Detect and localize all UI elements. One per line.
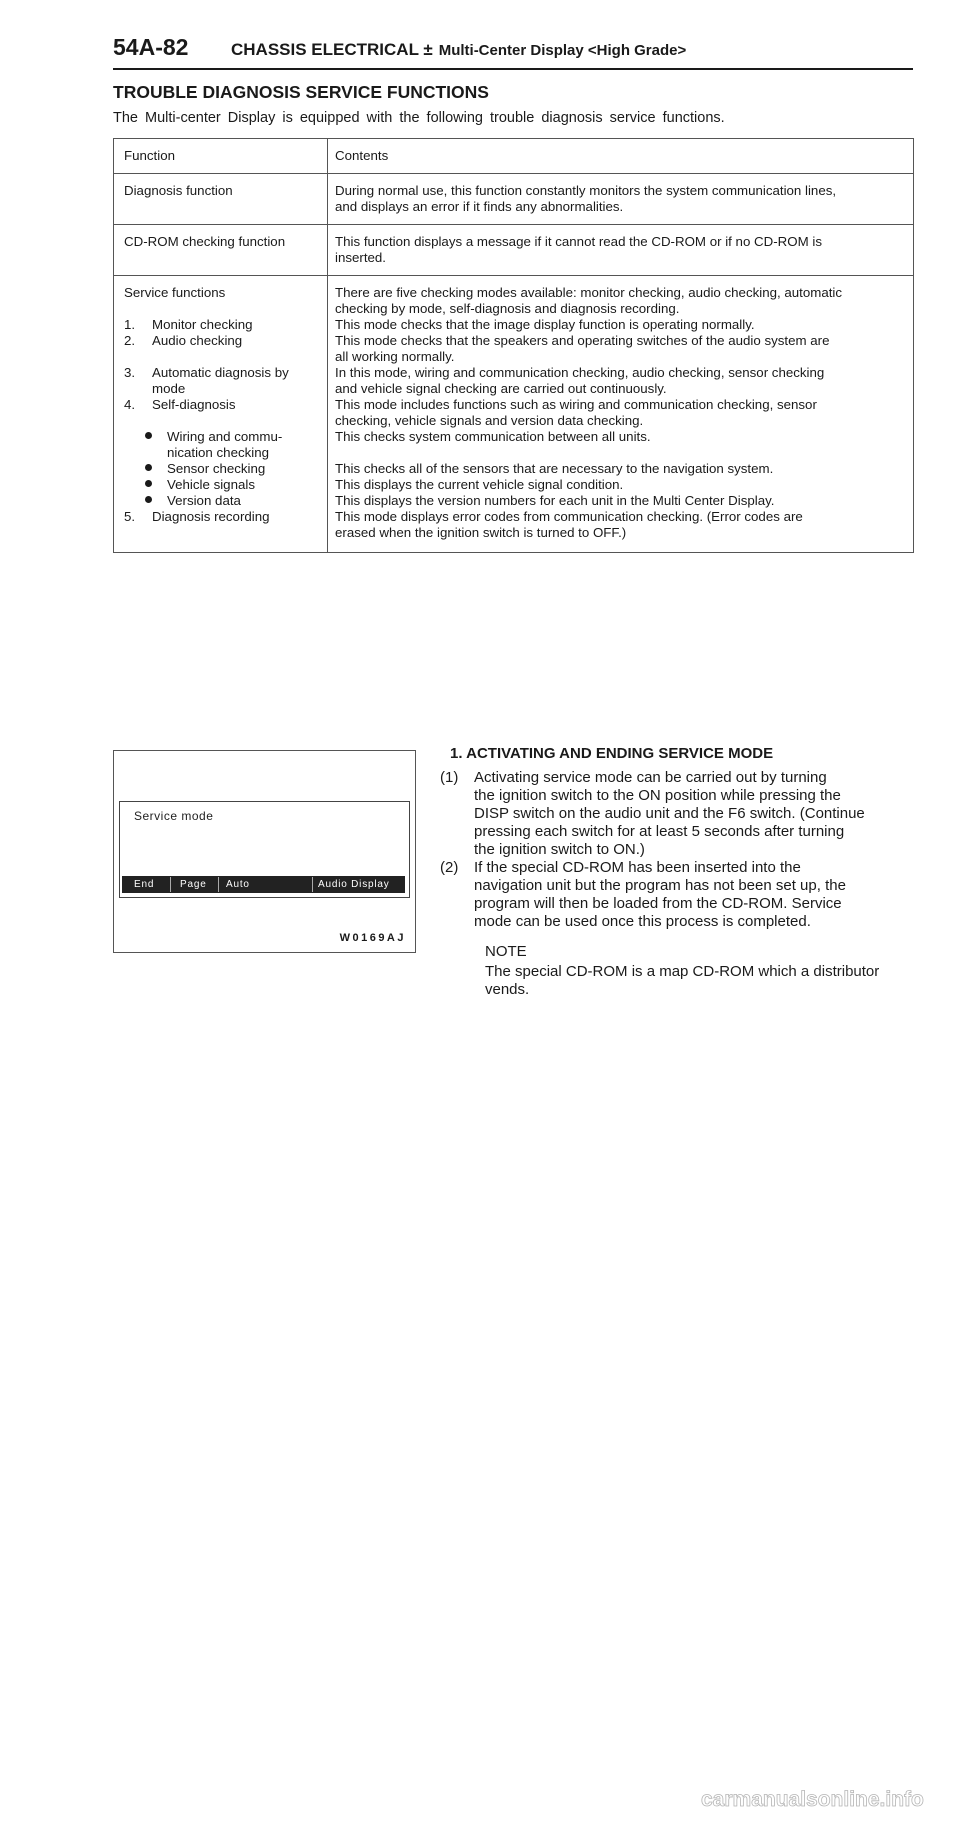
contents-line: erased when the ignition switch is turned to OFF.): [335, 525, 627, 540]
table-cell-contents: [328, 276, 914, 553]
screen-button-bar: [122, 876, 405, 893]
button-separator: [170, 877, 171, 892]
contents-line: all working normally.: [335, 349, 455, 364]
note-label: NOTE: [485, 943, 527, 960]
contents-line: and displays an error if it finds any abnormalities.: [335, 199, 624, 214]
button-separator: [218, 877, 219, 892]
page-header: [113, 34, 913, 70]
contents-line: This checks system communication between all units.: [335, 429, 651, 444]
chapter-title: [231, 40, 686, 60]
table-header-row: [114, 139, 914, 174]
table-cell-function: Diagnosis function: [114, 174, 328, 225]
list-item: 1. Monitor checking: [124, 317, 253, 332]
contents-line: This displays the current vehicle signal condition.: [335, 477, 624, 492]
table-cell-contents: [328, 225, 914, 276]
button-separator: [312, 877, 313, 892]
contents-line: This mode checks that the image display function is operating normally.: [335, 317, 755, 332]
bullet-item: Version data: [145, 493, 241, 509]
step-number: (1): [440, 769, 459, 786]
bullet-dot-icon: [145, 464, 152, 471]
chapter-name: CHASSIS ELECTRICAL ±: [231, 40, 433, 59]
bullet-dot-icon: [145, 480, 152, 487]
list-item: 3. Automatic diagnosis by: [124, 365, 289, 380]
bullet-dot-icon: [145, 496, 152, 503]
contents-line: checking, vehicle signals and version data checking.: [335, 413, 644, 428]
end-button[interactable]: End: [134, 879, 155, 890]
contents-line: This displays the version numbers for each unit in the Multi Center Display.: [335, 493, 775, 508]
table-header-contents: Contents: [328, 139, 914, 174]
table-row: [114, 276, 914, 553]
contents-line: inserted.: [335, 250, 386, 265]
contents-line: In this mode, wiring and communication checking, audio checking, sensor checking: [335, 365, 825, 380]
list-item: 2. Audio checking: [124, 333, 243, 348]
contents-line: This checks all of the sensors that are necessary to the navigation system.: [335, 461, 774, 476]
step-number: (2): [440, 859, 459, 876]
site-watermark: [697, 1784, 957, 1814]
table-header-function: Function: [114, 139, 328, 174]
bullet-item: Sensor checking: [145, 461, 265, 477]
page-code: 54A-82: [113, 34, 189, 60]
procedure-step: (1) Activating service mode can be carried out by turning the ignition switch to the ON position while pressing the DISP switch on the audio unit and the F6 switch. (Continue pressing each switch for at least 5 seconds after turning the ignition switch to ON.): [440, 769, 865, 858]
table-cell-function: CD-ROM checking function: [114, 225, 328, 276]
service-functions-title: Service functions: [124, 285, 226, 300]
service-mode-figure: [113, 750, 416, 953]
contents-line: This mode checks that the speakers and operating switches of the audio system are: [335, 333, 830, 348]
list-item: 5. Diagnosis recording: [124, 509, 270, 524]
contents-line: There are five checking modes available: monitor checking, audio checking, automatic: [335, 285, 843, 300]
section-title: TROUBLE DIAGNOSIS SERVICE FUNCTIONS: [113, 82, 489, 102]
audio-display-button[interactable]: Audio Display: [318, 879, 390, 890]
table-row: [114, 225, 914, 276]
table-cell-contents: [328, 174, 914, 225]
table-row: [114, 174, 914, 225]
contents-line: This function displays a message if it cannot read the CD-ROM or if no CD-ROM is: [335, 234, 822, 249]
contents-line: During normal use, this function constantly monitors the system communication lines,: [335, 183, 837, 198]
bullet-item-continued: nication checking: [167, 445, 270, 460]
list-item: 4. Self-diagnosis: [124, 397, 236, 412]
bullet-item: Wiring and commu-: [145, 429, 282, 445]
watermark-text: carmanualsonline.info: [701, 1788, 924, 1811]
bullet-item: Vehicle signals: [145, 477, 255, 493]
table-cell-function: [114, 276, 328, 553]
contents-line: This mode displays error codes from communication checking. (Error codes are: [335, 509, 803, 524]
page-button[interactable]: Page: [180, 879, 207, 890]
screen-title: Service mode: [134, 809, 214, 823]
auto-button[interactable]: Auto: [226, 879, 250, 890]
service-functions-table: [113, 138, 914, 553]
contents-line: and vehicle signal checking are carried out continuously.: [335, 381, 667, 396]
list-item-continued: mode: [152, 381, 186, 396]
contents-line: This mode includes functions such as wiring and communication checking, sensor: [335, 397, 817, 412]
procedure-title: 1. ACTIVATING AND ENDING SERVICE MODE: [450, 745, 774, 762]
display-screen: [119, 801, 410, 898]
chapter-subtitle: Multi-Center Display <High Grade>: [438, 42, 687, 59]
contents-line: checking by mode, self-diagnosis and diagnosis recording.: [335, 301, 680, 316]
section-intro: The Multi-center Display is equipped with the following trouble diagnosis service functions.: [113, 110, 725, 126]
bullet-dot-icon: [145, 432, 152, 439]
note-text: The special CD-ROM is a map CD-ROM which a distributor vends.: [485, 963, 880, 998]
procedure-step: (2) If the special CD-ROM has been inserted into the navigation unit but the program has not been set up, the program will then be loaded from the CD-ROM. Service mode can be used once this process is completed.: [440, 859, 846, 930]
figure-code: W0169AJ: [339, 932, 406, 944]
